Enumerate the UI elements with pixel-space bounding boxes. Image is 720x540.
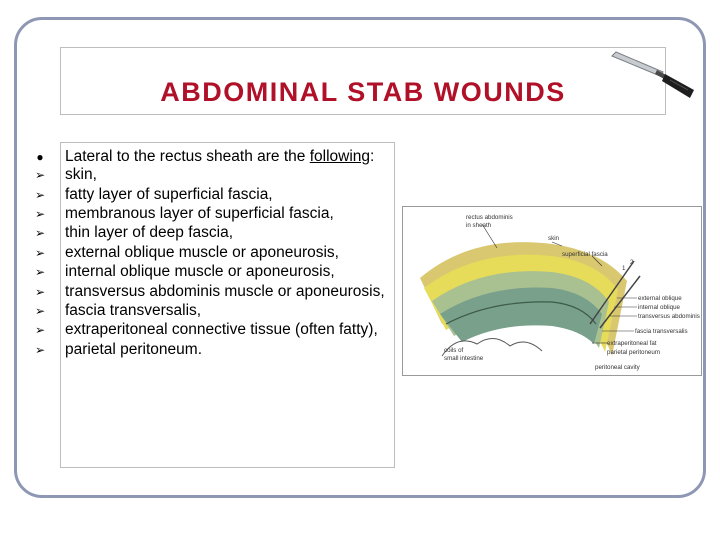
arrowhead-bullet-icon: ➢ bbox=[34, 206, 46, 221]
label-skin: skin bbox=[548, 235, 560, 242]
label-rectus-sheath: in sheath bbox=[466, 222, 492, 229]
arrowhead-bullet-icon: ➢ bbox=[34, 226, 46, 241]
list-item-text: transversus abdominis muscle or aponeurosis, bbox=[65, 282, 385, 300]
lead-text-c: : bbox=[370, 148, 375, 165]
label-parietal: parietal peritoneum bbox=[607, 349, 660, 356]
label-transversus: transversus abdominis bbox=[638, 313, 700, 320]
label-coils-1: coils of bbox=[444, 347, 464, 354]
list-item bbox=[30, 342, 395, 358]
label-fascia-transversalis: fascia transversalis bbox=[635, 328, 688, 335]
label-cavity: peritoneal cavity bbox=[595, 364, 640, 371]
slide-title: ABDOMINAL STAB WOUNDS bbox=[160, 77, 566, 107]
list-item bbox=[30, 206, 395, 222]
label-rectus: rectus abdominis bbox=[466, 214, 513, 221]
knife-icon bbox=[610, 46, 700, 104]
list-item bbox=[30, 284, 395, 300]
filled-circle-icon: ● bbox=[36, 150, 44, 164]
lead-text-a: Lateral to the rectus sheath are the bbox=[65, 148, 310, 165]
arrowhead-bullet-icon: ➢ bbox=[34, 342, 46, 357]
arrowhead-bullet-icon: ➢ bbox=[34, 303, 46, 318]
arrowhead-bullet-icon: ➢ bbox=[34, 187, 46, 202]
list-item bbox=[30, 225, 395, 241]
list-item bbox=[30, 264, 395, 280]
list-item-text: parietal peritoneum. bbox=[65, 340, 202, 358]
lead-item bbox=[30, 149, 395, 165]
arrowhead-bullet-icon: ➢ bbox=[34, 265, 46, 280]
list-item bbox=[30, 245, 395, 261]
list-item-text: internal oblique muscle or aponeurosis, bbox=[65, 263, 335, 281]
arrowhead-bullet-icon: ➢ bbox=[34, 168, 46, 183]
list-item-text: external oblique muscle or aponeurosis, bbox=[65, 243, 339, 261]
label-internal: internal oblique bbox=[638, 304, 680, 311]
arrowhead-bullet-icon: ➢ bbox=[34, 323, 46, 338]
label-external: external oblique bbox=[638, 295, 682, 302]
label-num1: 1 bbox=[622, 265, 626, 272]
label-superficial: superficial fascia bbox=[562, 251, 608, 258]
arrowhead-bullet-icon: ➢ bbox=[34, 245, 46, 260]
list-item bbox=[30, 322, 395, 338]
label-extraperitoneal: extraperitoneal fat bbox=[607, 340, 657, 347]
list-item-text: fatty layer of superficial fascia, bbox=[65, 185, 273, 203]
bullet-list bbox=[30, 149, 395, 361]
arrowhead-bullet-icon: ➢ bbox=[34, 284, 46, 299]
lead-text-b: following bbox=[309, 148, 371, 165]
label-coils-2: small intestine bbox=[444, 355, 484, 362]
list-item bbox=[30, 187, 395, 203]
list-item-text: extraperitoneal connective tissue (often fatty), bbox=[65, 321, 378, 339]
abdominal-wall-diagram bbox=[402, 206, 702, 376]
list-item-text: skin, bbox=[65, 166, 97, 184]
list-item bbox=[30, 303, 395, 319]
list-item-text: membranous layer of superficial fascia, bbox=[65, 204, 334, 222]
list-item-text: thin layer of deep fascia, bbox=[65, 224, 234, 242]
list-item bbox=[30, 167, 395, 183]
label-num2: 2 bbox=[630, 259, 634, 266]
list-item-text: fascia transversalis, bbox=[65, 301, 202, 319]
